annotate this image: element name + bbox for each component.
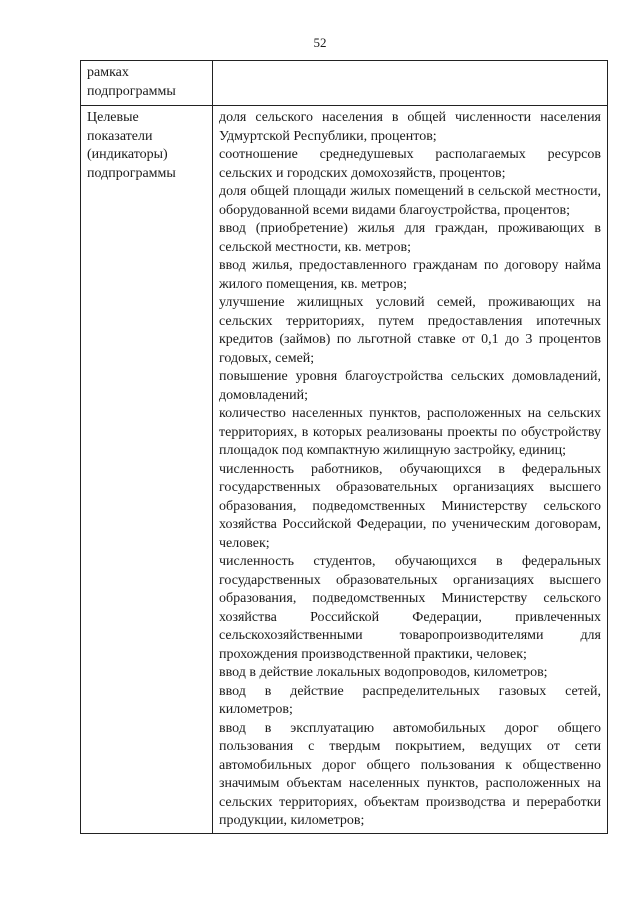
indicator-item: количество населенных пунктов, расположенных на сельских территориях, в которых реализованы проекты по обустройству площадок под компактную жилищную застройку, единиц; xyxy=(219,406,601,458)
indicator-item: численность работников, обучающихся в федеральных государственных образовательных организациях высшего образования, подведомственных Министерству сельского хозяйства Российской Федерации, по ученическим договорам, человек; xyxy=(219,461,601,551)
indicator-item: численность студентов, обучающихся в федеральных государственных образовательных организациях высшего образования, подведомственных Министерству сельского хозяйства Российской Федерации, привлеченных сельскохозяйственными товаропроизводителями для прохождения производственной практики, человек; xyxy=(219,554,601,662)
indicator-item: ввод в действие локальных водопроводов, километров; xyxy=(219,665,548,680)
indicator-item: доля сельского населения в общей численности населения Удмуртской Республики, процентов; xyxy=(219,110,601,144)
indicator-item: ввод жилья, предоставленного гражданам по договору найма жилого помещения, кв. метров; xyxy=(219,258,601,292)
indicator-item: соотношение среднедушевых располагаемых ресурсов сельских и городских домохозяйств, процентов; xyxy=(219,147,601,181)
indicator-item: ввод в эксплуатацию автомобильных дорог общего пользования с твердым покрытием, ведущих от сети автомобильных дорог общего пользования к общественно значимым объектам населенных пунктов, расположенных на сельских территориях, объектам производства и переработки продукции, километров; xyxy=(219,720,601,828)
indicators-cell xyxy=(213,106,608,834)
indicator-item: доля общей площади жилых помещений в сельской местности, оборудованной всеми видами благоустройства, процентов; xyxy=(219,184,601,218)
page-number: 52 xyxy=(313,35,327,50)
table-row xyxy=(81,106,608,834)
indicator-item: ввод (приобретение) жилья для граждан, проживающих в сельской местности, кв. метров; xyxy=(219,221,601,255)
indicator-item: ввод в действие распределительных газовых сетей, километров; xyxy=(219,683,601,717)
table-row xyxy=(81,61,608,106)
row-value xyxy=(213,61,608,106)
row-label: Целевые показатели (индикаторы) подпрограммы xyxy=(81,106,213,834)
indicator-item: улучшение жилищных условий семей, проживающих на сельских территориях, путем предоставления ипотечных кредитов (займов) по льготной ставке от 0,1 до 3 процентов годовых, семей; xyxy=(219,295,601,366)
program-passport-table xyxy=(80,60,608,834)
indicator-item: повышение уровня благоустройства сельских домовладений, домовладений; xyxy=(219,369,601,403)
row-label: рамках подпрограммы xyxy=(81,61,213,106)
